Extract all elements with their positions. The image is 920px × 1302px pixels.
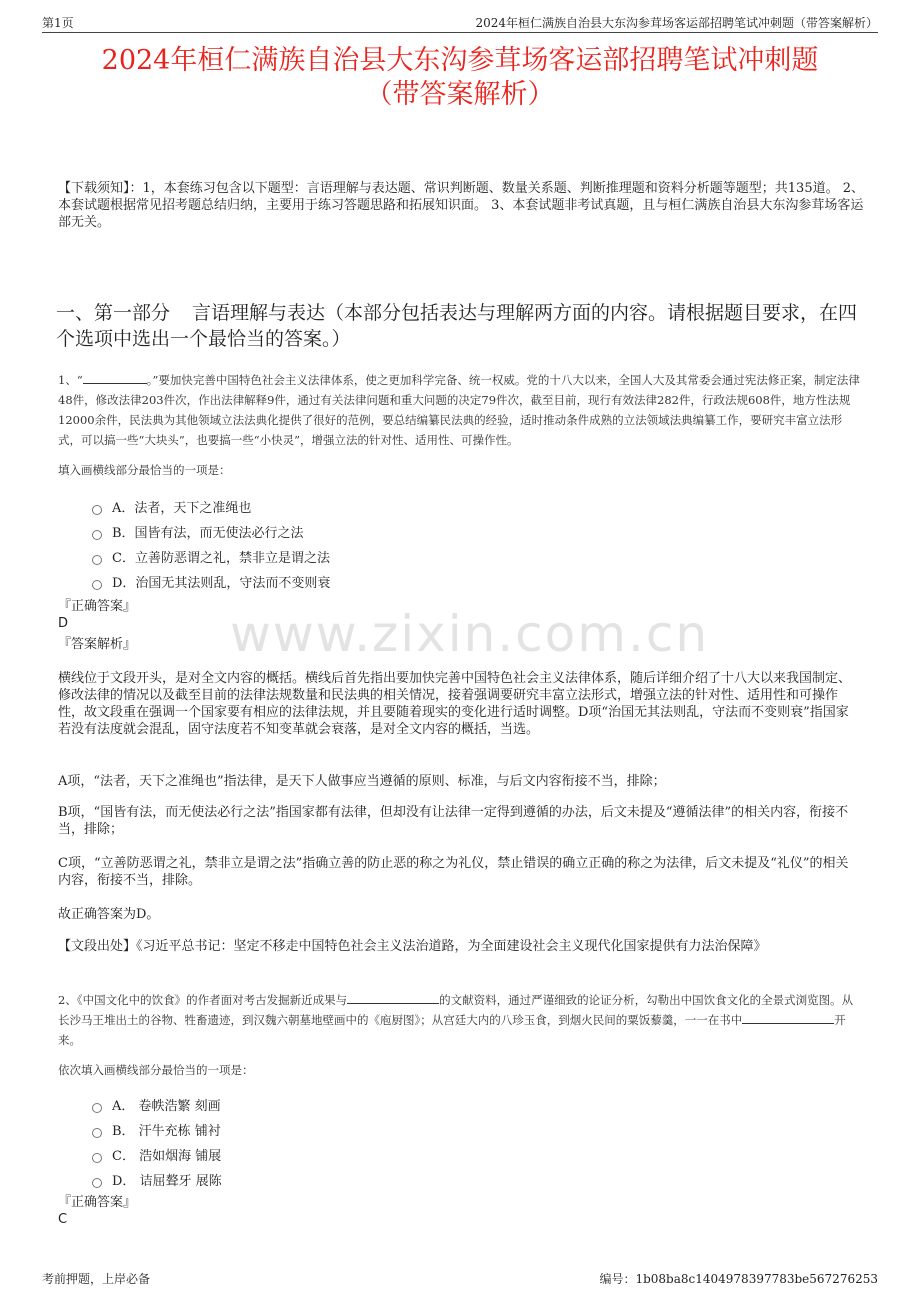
question-2-option-c[interactable]: C． 浩如烟海 铺展 bbox=[92, 1142, 492, 1167]
question-1-option-c[interactable]: C．立善防恶谓之礼，禁非立是谓之法 bbox=[92, 544, 492, 569]
question-2-prompt: 依次填入画横线部分最恰当的一项是： bbox=[58, 1063, 254, 1077]
question-2-blank-1 bbox=[347, 991, 439, 1004]
document-title bbox=[40, 44, 880, 112]
question-1-option-a[interactable]: A．法者，天下之准绳也 bbox=[92, 494, 492, 519]
radio-icon[interactable] bbox=[92, 505, 102, 515]
question-2-blank-2 bbox=[742, 1011, 834, 1024]
question-2-text-2: 的文献资料，通过严谨细致的论证分析，勾勒出中国饮食文化的全景式浏览图。从长沙马王堆出土的谷物、牲畜遗迹，到汉魏六朝墓地壁画中的《庖厨图》；从宫廷大内的八珍玉食，到烟火民间的粟饭藜羹，一一在书中 bbox=[58, 993, 854, 1027]
question-1-prompt: 填入画横线部分最恰当的一项是： bbox=[58, 463, 231, 477]
radio-icon[interactable] bbox=[92, 555, 102, 565]
section-heading bbox=[56, 300, 864, 352]
question-2-stem bbox=[58, 990, 864, 1050]
radio-icon[interactable] bbox=[92, 530, 102, 540]
section-number: 一、第一部分 bbox=[56, 302, 171, 324]
question-1-stem bbox=[58, 370, 864, 450]
question-2-text-3: 开来。 bbox=[58, 1013, 846, 1047]
question-1-analysis-a: A项，“法者，天下之准绳也”指法律，是天下人做事应当遵循的原则、标准，与后文内容衔接不当，排除； bbox=[58, 774, 666, 789]
question-1-conclusion: 故正确答案为D。 bbox=[58, 907, 160, 922]
section-title: 言语理解与表达（本部分包括表达与理解两方面的内容。请根据题目要求，在四个选项中选出一个最恰当的答案。） bbox=[56, 302, 858, 350]
question-1-blank bbox=[83, 371, 147, 384]
question-1-number: 1、“ bbox=[58, 373, 83, 387]
question-1-analysis-c: C项，“立善防恶谓之礼，禁非立是谓之法”指确立善的防止恶的称之为礼仪，禁止错误的确立正确的称之为法律，后文未提及“礼仪”的相关内容，衔接不当，排除。 bbox=[58, 856, 849, 888]
page-number: 第1页 bbox=[42, 16, 74, 30]
question-2-text-1: 2、《中国文化中的饮食》的作者面对考古发掘新近成果与 bbox=[58, 993, 348, 1007]
question-1-answer-label: 『正确答案』 bbox=[58, 599, 137, 614]
question-1-option-d[interactable]: D．治国无其法则乱，守法而不变则衰 bbox=[92, 569, 492, 594]
footer-slogan: 考前押题，上岸必备 bbox=[42, 1272, 151, 1286]
question-1-options bbox=[92, 494, 492, 594]
question-1-analysis-main: 横线位于文段开头，是对全文内容的概括。横线后首先指出要加快完善中国特色社会主义法律体系，随后详细介绍了十八大以来我国制定、修改法律的情况以及截至目前的法律法规数量和民法典的相关情况，接着强调要研究丰富立法形式，增强立法的针对性、适用性和可操作性，故文段重在强调一个国家要有相应的法律法规，并且要随着现实的变化进行适时调整。D项“治国无其法则乱，守法而不变则衰”指国家若没有法度就会混乱，固守法度若不知变革就会衰落，是对全文内容的概括，当选。 bbox=[58, 671, 852, 737]
question-2-option-a[interactable]: A． 卷帙浩繁 刻画 bbox=[92, 1092, 492, 1117]
header-doc-title: 2024年桓仁满族自治县大东沟参茸场客运部招聘笔试冲刺题（带答案解析） bbox=[475, 16, 878, 30]
question-2-option-d[interactable]: D． 诘屈聱牙 展陈 bbox=[92, 1167, 492, 1192]
question-2-answer-label: 『正确答案』 bbox=[58, 1195, 137, 1210]
question-2-options bbox=[92, 1092, 492, 1192]
download-notice: 【下载须知】：1，本套练习包含以下题型：言语理解与表达题、常识判断题、数量关系题、判断推理题和资料分析题等题型；共135道。 2、本套试题根据常见招考题总结归纳，主要用于练习答题思路和拓展知识面。 3、本套试题非考试真题，且与桓仁满族自治县大东沟参茸场客运部无关。 bbox=[58, 181, 864, 230]
question-1-analysis-label: 『答案解析』 bbox=[58, 637, 137, 652]
question-1-option-b[interactable]: B．国皆有法，而无使法必行之法 bbox=[92, 519, 492, 544]
question-2-option-b[interactable]: B． 汗牛充栋 铺衬 bbox=[92, 1117, 492, 1142]
question-1-text: 。”要加快完善中国特色社会主义法律体系，使之更加科学完备、统一权威。党的十八大以来，全国人大及其常委会通过宪法修正案，制定法律48件，修改法律203件次，作出法律解释9件，通过有关法律问题和重大问题的决定79件次，截至目前，现行有效法律282件，行政法规608件，地方性法规12000余件，民法典为其他领域立法法典化提供了很好的范例，要总结编纂民法典的经验，适时推动条件成熟的立法领域法典编纂工作，要研究丰富立法形式，可以搞一些“大块头”，也要搞一些“小快灵”，增强立法的针对性、适用性、可操作性。 bbox=[58, 373, 860, 447]
radio-icon[interactable] bbox=[92, 1178, 102, 1188]
watermark: www.zixin.com.cn bbox=[230, 605, 710, 663]
page-header bbox=[42, 12, 878, 33]
question-1-answer: D bbox=[58, 616, 69, 631]
title-line-1: 2024年桓仁满族自治县大东沟参茸场客运部招聘笔试冲刺题 bbox=[101, 45, 819, 76]
footer-serial-number: 编号：1b08ba8c1404978397783be567276253 bbox=[599, 1272, 878, 1286]
radio-icon[interactable] bbox=[92, 580, 102, 590]
question-1-analysis-b: B项，“国皆有法，而无使法必行之法”指国家都有法律，但却没有让法律一定得到遵循的办法，后文未提及“遵循法律”的相关内容，衔接不当，排除； bbox=[58, 805, 849, 837]
question-2-answer: C bbox=[58, 1212, 68, 1227]
radio-icon[interactable] bbox=[92, 1153, 102, 1163]
radio-icon[interactable] bbox=[92, 1128, 102, 1138]
title-line-2: （带答案解析） bbox=[365, 79, 555, 110]
radio-icon[interactable] bbox=[92, 1103, 102, 1113]
question-1-source: 【文段出处】《习近平总书记：坚定不移走中国特色社会主义法治道路，为全面建设社会主义现代化国家提供有力法治保障》 bbox=[58, 939, 767, 954]
